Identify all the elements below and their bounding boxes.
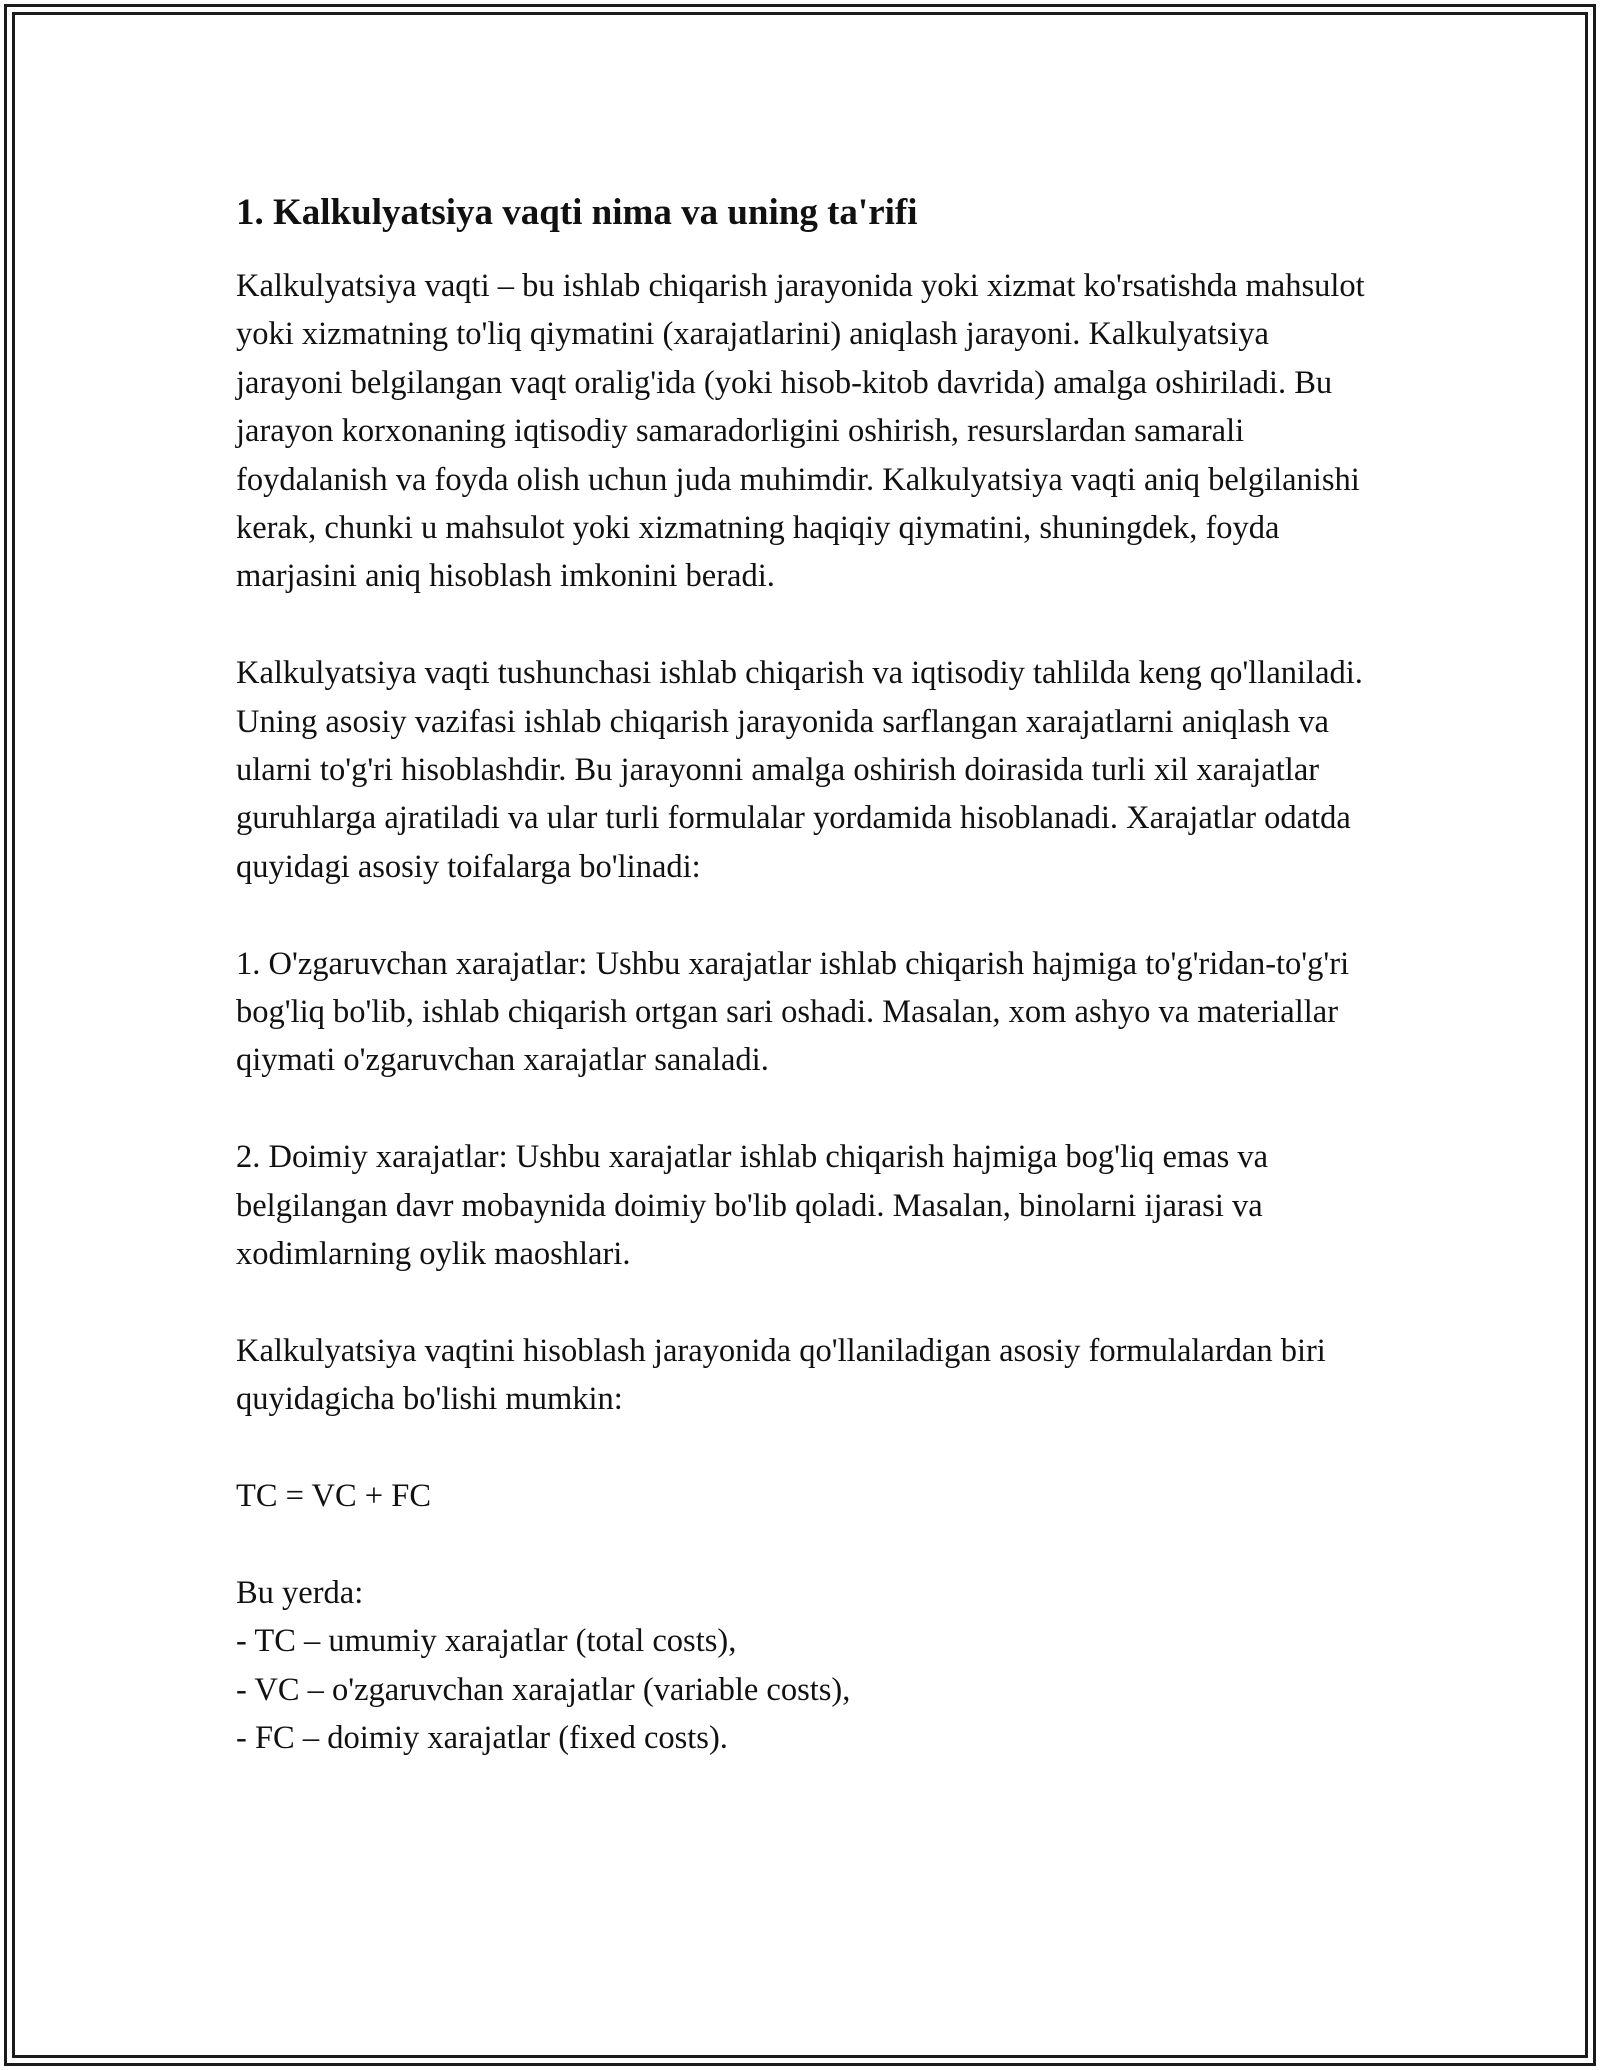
- spacer: [236, 1424, 1376, 1472]
- paragraph-fixed-costs: 2. Doimiy xarajatlar: Ushbu xarajatlar ishlab chiqarish hajmiga bog'liq emas va belgilangan davr mobaynida doimiy bo'lib qoladi. Masalan, binolarni ijarasi va xodimlarning oylik maoshlari.: [236, 1139, 1269, 1273]
- legend-item-tc: - TC – umumiy xarajatlar (total costs),: [236, 1623, 737, 1660]
- spacer: [236, 601, 1376, 649]
- section-heading: 1. Kalkulyatsiya vaqti nima va uning ta'rifi: [236, 192, 918, 233]
- document-body: [236, 184, 1376, 1763]
- paragraph-concept: Kalkulyatsiya vaqti tushunchasi ishlab chiqarish va iqtisodiy tahlilda keng qo'llaniladi. Uning asosiy vazifasi ishlab chiqarish jarayonida sarflangan xarajatlarni aniqlash va ularni to'g'ri hisoblashdir. Bu jarayonni amalga oshirish doirasida turli xil xarajatlar guruhlarga ajratiladi va ular turli formulalar yordamida hisoblanadi. Xarajatlar odatda quyidagi asosiy toifalarga bo'linadi:: [236, 655, 1363, 885]
- spacer: [236, 1085, 1376, 1133]
- paragraph-variable-costs: 1. O'zgaruvchan xarajatlar: Ushbu xarajatlar ishlab chiqarish hajmiga to'g'ridan-to'g'ri bog'liq bo'lib, ishlab chiqarish ortgan sari oshadi. Masalan, xom ashyo va materiallar qiymati o'zgaruvchan xarajatlar sanaladi.: [236, 945, 1350, 1079]
- paragraph-formula-intro: Kalkulyatsiya vaqtini hisoblash jarayonida qo'llaniladigan asosiy formulalardan biri quyidagicha bo'lishi mumkin:: [236, 1332, 1326, 1418]
- paragraph-definition: Kalkulyatsiya vaqti – bu ishlab chiqarish jarayonida yoki xizmat ko'rsatishda mahsulot yoki xizmatning to'liq qiymatini (xarajatlarini) aniqlash jarayoni. Kalkulyatsiya jarayoni belgilangan vaqt oralig'ida (yoki hisob-kitob davrida) amalga oshiriladi. Bu jarayon korxonaning iqtisodiy samaradorligini oshirish, resurslardan samarali foydalanish va foyda olish uchun juda muhimdir. Kalkulyatsiya vaqti aniq belgilanishi kerak, chunki u mahsulot yoki xizmatning haqiqiy qiymatini, shuningdek, foyda marjasini aniq hisoblash imkonini beradi.: [236, 268, 1365, 595]
- legend-item-vc: - VC – o'zgaruvchan xarajatlar (variable costs),: [236, 1671, 851, 1708]
- formula: TC = VC + FC: [236, 1478, 431, 1515]
- spacer: [236, 1520, 1376, 1568]
- legend-intro: Bu yerda:: [236, 1574, 364, 1611]
- spacer: [236, 1278, 1376, 1326]
- legend-item-fc: - FC – doimiy xarajatlar (fixed costs).: [236, 1720, 728, 1757]
- spacer: [236, 891, 1376, 939]
